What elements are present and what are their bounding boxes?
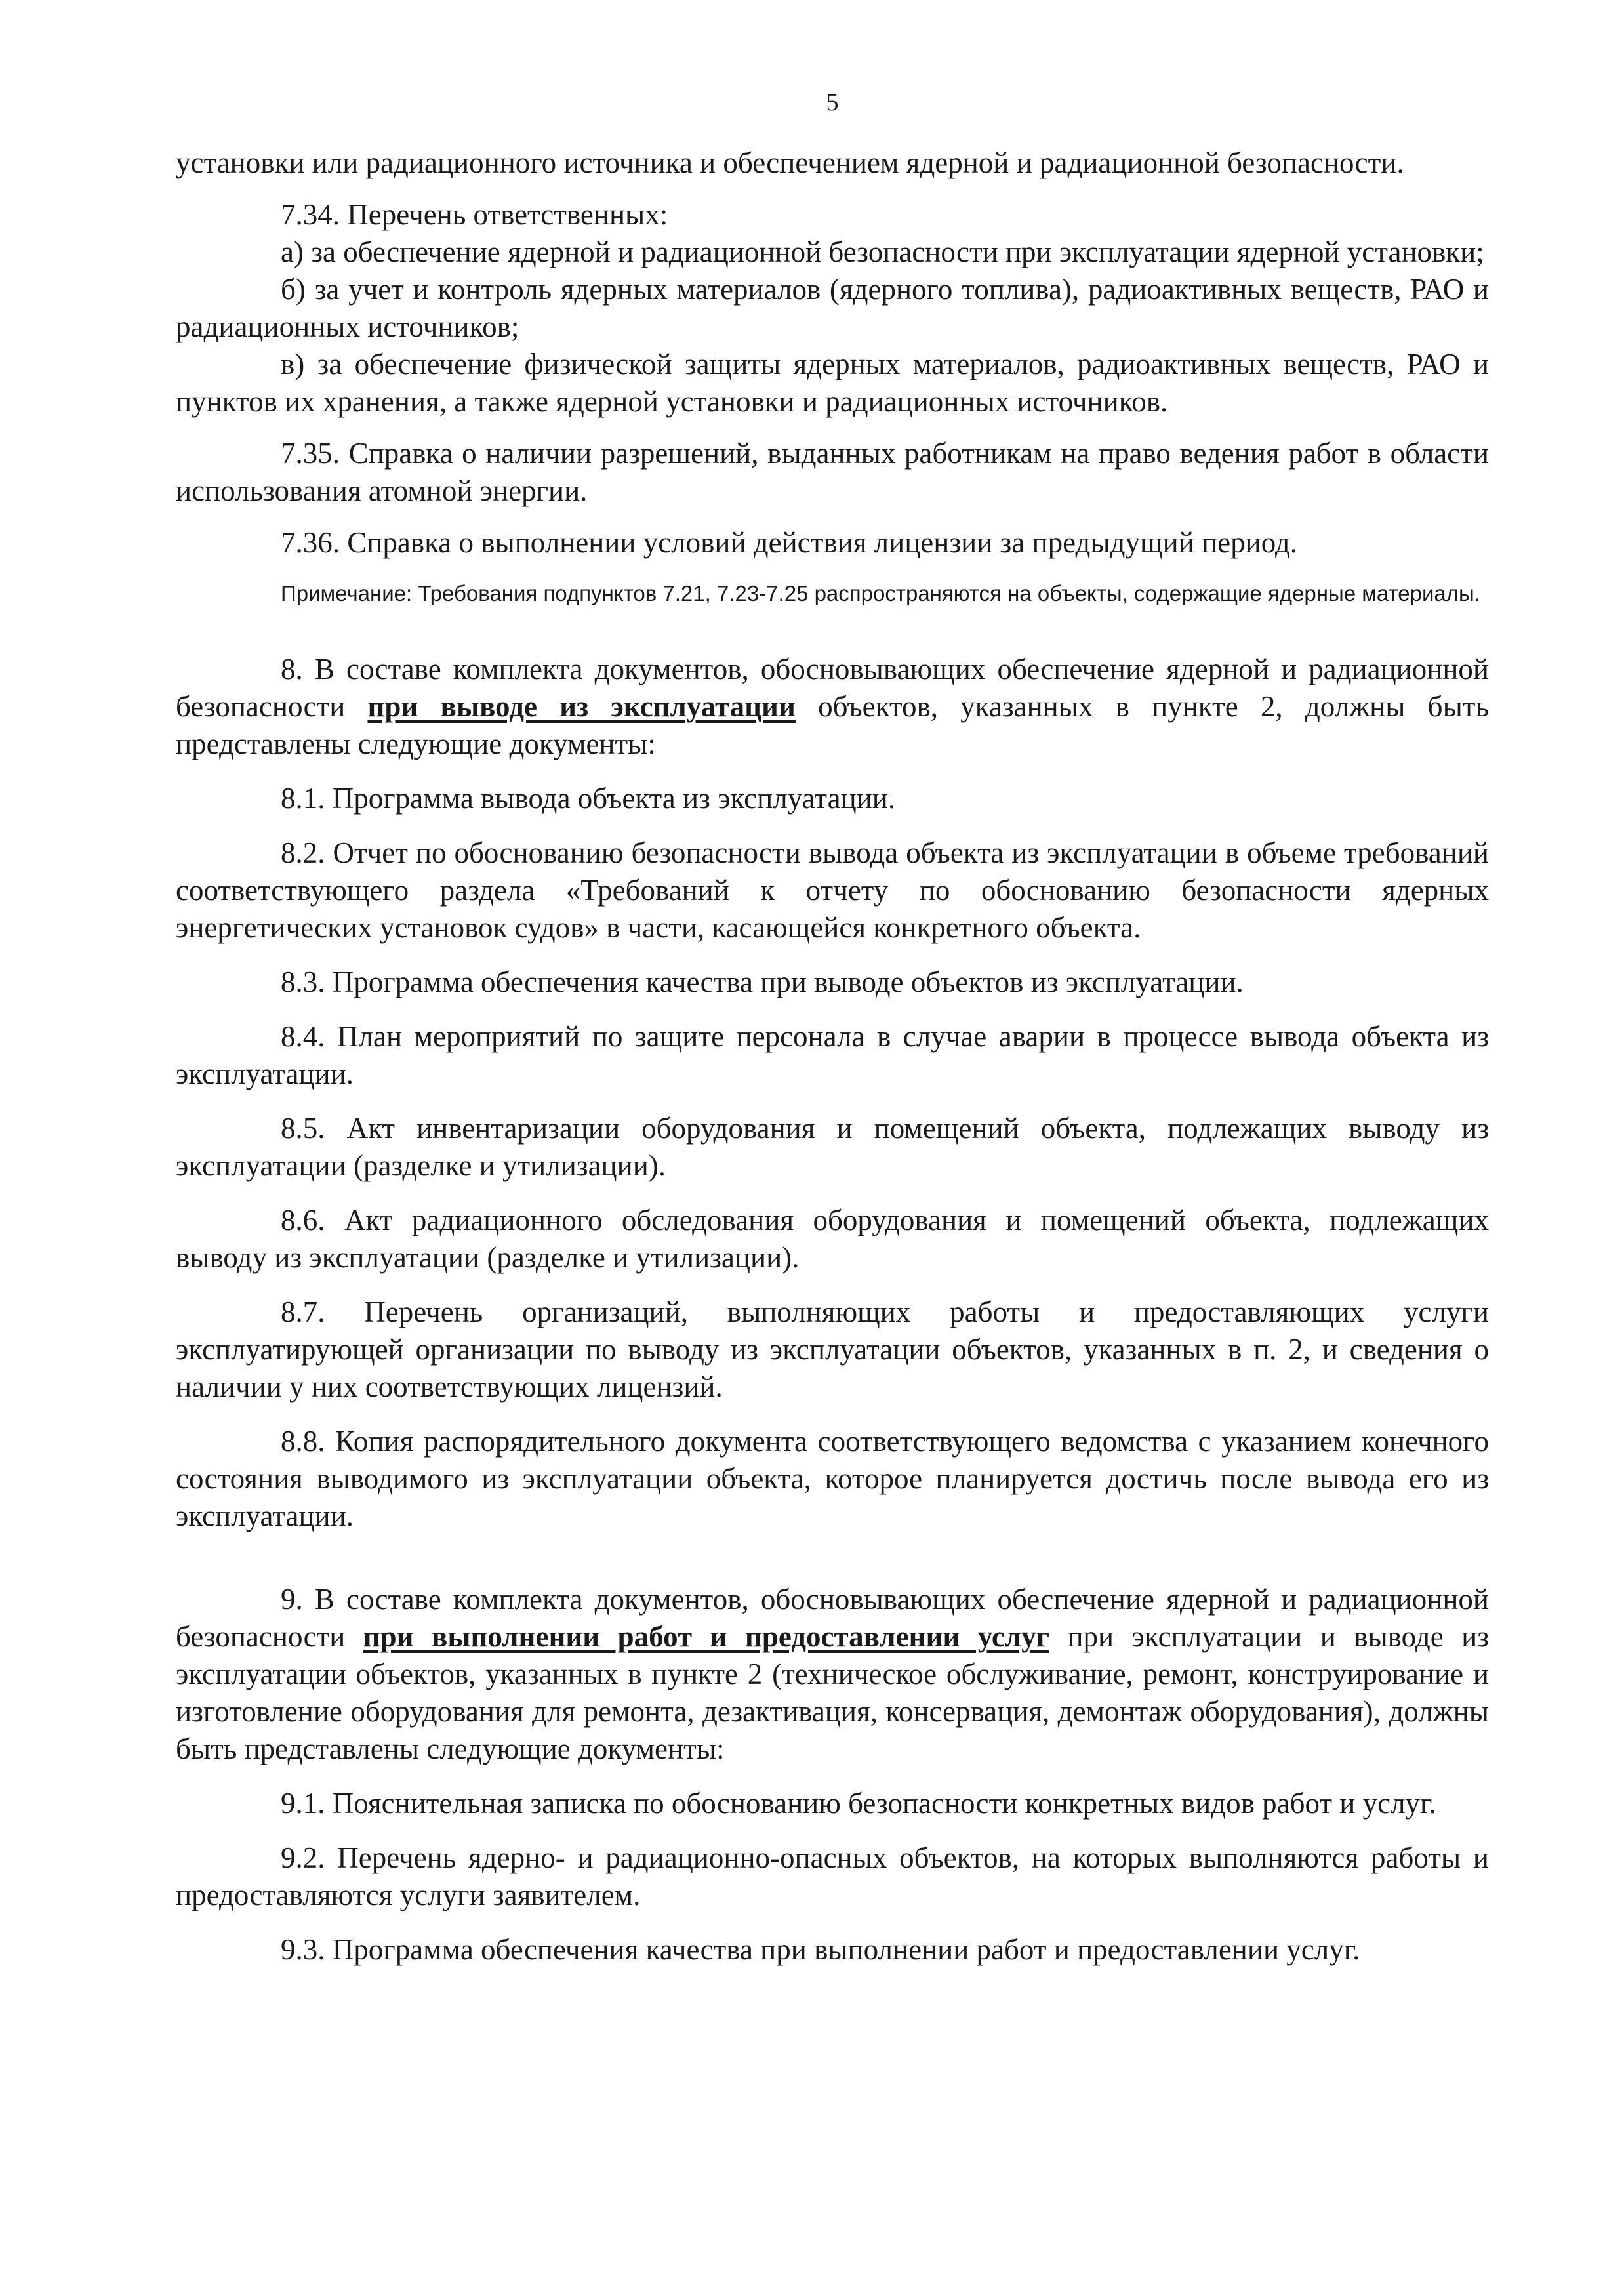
paragraph-9-2: 9.2. Перечень ядерно- и радиационно-опасных объектов, на которых выполняются работы и предоставляются услуги заявителем.	[176, 1841, 1489, 1911]
paragraph-7-35: 7.35. Справка о наличии разрешений, выданных работникам на право ведения работ в области использования атомной энергии.	[176, 437, 1489, 507]
paragraph-7-36: 7.36. Справка о выполнении условий действия лицензии за предыдущий период.	[281, 526, 1298, 559]
paragraph-9-3: 9.3. Программа обеспечения качества при выполнении работ и предоставлении услуг.	[281, 1933, 1360, 1966]
paragraph-9-emphasis: при выполнении работ и предоставлении услуг	[363, 1620, 1050, 1653]
paragraph-9-tail: при эксплуатации и выводе из эксплуатации объектов, указанных в пункте 2 (техническое обслуживание, ремонт, конструирование и изготовление оборудования для ремонта, дезактивация, консервация, демонтаж оборудования), должны быть представлены следующие документы:	[176, 1620, 1489, 1765]
page-number: 5	[826, 89, 839, 116]
paragraph-9-1: 9.1. Пояснительная записка по обоснованию безопасности конкретных видов работ и услуг.	[281, 1787, 1436, 1820]
paragraph-8-8: 8.8. Копия распорядительного документа соответствующего ведомства с указанием конечного состояния выводимого из эксплуатации объекта, которое планируется достичь после вывода его из эксплуатации.	[176, 1425, 1489, 1532]
paragraph-8-3: 8.3. Программа обеспечения качества при выводе объектов из эксплуатации.	[281, 966, 1244, 998]
paragraph-8-lead: 8. В составе комплекта документов, обосновывающих обеспечение ядерной и радиационной безопасности	[176, 653, 1489, 723]
list-item-7-34-b: б) за учет и контроль ядерных материалов (ядерного топлива), радиоактивных веществ, РАО и радиационных источников;	[176, 273, 1489, 343]
list-item-7-34-c: в) за обеспечение физической защиты ядерных материалов, радиоактивных веществ, РАО и пунктов их хранения, а также ядерной установки и радиационных источников.	[176, 348, 1489, 418]
paragraph-8-5: 8.5. Акт инвентаризации оборудования и помещений объекта, подлежащих выводу из эксплуатации (разделке и утилизации).	[176, 1112, 1489, 1182]
paragraph-8-2: 8.2. Отчет по обоснованию безопасности вывода объекта из эксплуатации в объеме требований соответствующего раздела «Требований к отчету по обоснованию безопасности ядерных энергетических установок судов» в части, касающейся конкретного объекта.	[176, 836, 1489, 944]
paragraph-continuation: установки или радиационного источника и обеспечением ядерной и радиационной безопасности.	[176, 146, 1404, 179]
document-body	[176, 144, 1489, 1969]
paragraph-9	[176, 1581, 1489, 1768]
paragraph-8-7: 8.7. Перечень организаций, выполняющих работы и предоставляющих услуги эксплуатирующей организации по выводу из эксплуатации объектов, указанных в п. 2, и сведения о наличии у них соответствующих лицензий.	[176, 1296, 1489, 1403]
note: Примечание: Требования подпунктов 7.21, 7.23-7.25 распространяются на объекты, содержащие ядерные материалы.	[281, 581, 1480, 605]
paragraph-8	[176, 651, 1489, 763]
paragraph-8-6: 8.6. Акт радиационного обследования оборудования и помещений объекта, подлежащих выводу из эксплуатации (разделке и утилизации).	[176, 1204, 1489, 1274]
paragraph-9-lead: 9. В составе комплекта документов, обосновывающих обеспечение ядерной и радиационной безопасности	[176, 1583, 1489, 1653]
paragraph-8-1: 8.1. Программа вывода объекта из эксплуатации.	[281, 782, 896, 815]
paragraph-8-tail: объектов, указанных в пункте 2, должны быть представлены следующие документы:	[176, 690, 1489, 760]
paragraph-7-34: 7.34. Перечень ответственных:	[281, 198, 668, 231]
document-page	[176, 0, 1489, 2288]
paragraph-8-4: 8.4. План мероприятий по защите персонала в случае аварии в процессе вывода объекта из эксплуатации.	[176, 1020, 1489, 1090]
paragraph-8-emphasis: при выводе из эксплуатации	[367, 690, 796, 723]
list-item-7-34-a: а) за обеспечение ядерной и радиационной безопасности при эксплуатации ядерной установки;	[281, 235, 1484, 268]
